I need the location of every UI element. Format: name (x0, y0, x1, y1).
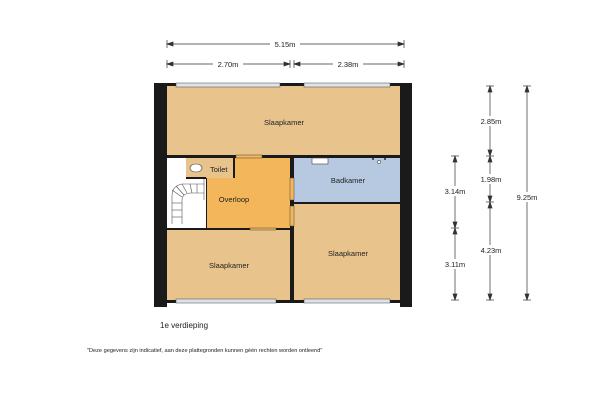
wall-bathroom-bottom (294, 202, 400, 204)
room-label-bathroom: Badkamer (330, 176, 366, 185)
dimension-right-depth-2: 1.98m (480, 175, 502, 184)
room-label-toilet: Toilet (210, 165, 228, 174)
door-bottom-left-bedroom (250, 228, 276, 230)
dimension-left-depth-2: 3.11m (444, 260, 466, 269)
room-label-top-bedroom: Slaapkamer (263, 118, 305, 127)
window-top-left (176, 83, 280, 87)
window-bottom-right (304, 299, 390, 303)
wall-center-vertical (290, 155, 294, 300)
disclaimer-text: "Deze gegevens zijn indicatief, aan deze plattegronden kunnen géén rechten worden ontleend" (87, 348, 323, 354)
dimension-total-width: 5.15m (274, 40, 296, 49)
window-bottom-left (176, 299, 276, 303)
wall-stair-right (206, 178, 207, 228)
wall-under-top-bedroom (167, 155, 400, 158)
bathroom-sink-icon (312, 158, 328, 164)
toilet-bowl-icon (190, 164, 202, 172)
wall-toilet-bottom (186, 177, 206, 179)
dimension-total-depth: 9.25m (516, 193, 538, 202)
floor-label: 1e verdieping (160, 321, 209, 330)
window-top-right (304, 83, 390, 87)
dimension-left-width: 2.70m (217, 60, 239, 69)
dimension-right-depth-1: 2.85m (480, 117, 502, 126)
door-bottom-right-bedroom (290, 206, 294, 226)
wall-toilet-right (233, 158, 235, 178)
dimension-right-depth-3: 4.23m (480, 246, 502, 255)
room-label-bottom-right-bedroom: Slaapkamer (327, 249, 369, 258)
outer-wall-left (154, 83, 167, 307)
room-label-bottom-left-bedroom: Slaapkamer (208, 261, 250, 270)
shower-drain-icon (377, 160, 380, 163)
door-bathroom (290, 178, 294, 200)
dimension-right-width: 2.38m (337, 60, 359, 69)
door-top-bedroom (236, 155, 262, 158)
outer-wall-right (400, 83, 412, 307)
room-label-landing: Overloop (218, 195, 250, 204)
dimension-left-depth-1: 3.14m (444, 187, 466, 196)
